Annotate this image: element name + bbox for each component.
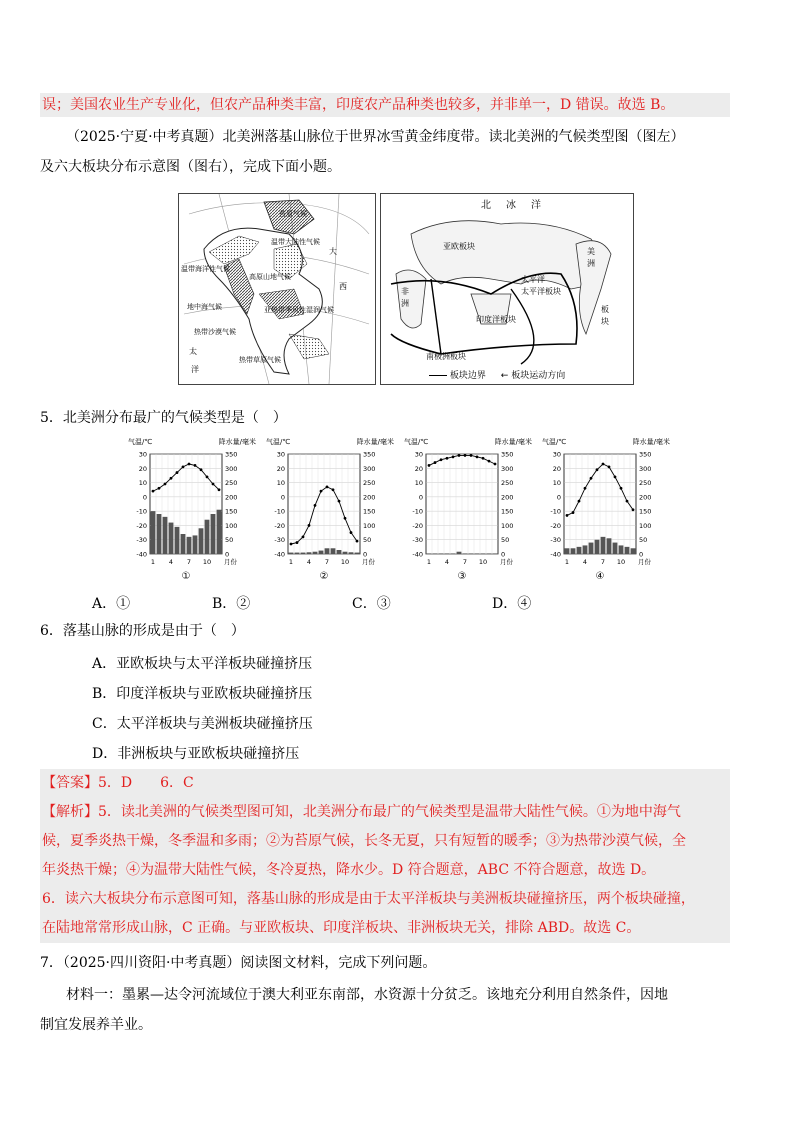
temp-point xyxy=(452,455,455,458)
svg-text:高原山地气候: 高原山地气候 xyxy=(249,273,291,281)
precip-bar xyxy=(205,520,210,554)
precip-bar xyxy=(451,553,456,554)
precip-bar xyxy=(313,552,318,554)
precip-tick: 200 xyxy=(639,493,652,502)
precip-tick: 50 xyxy=(363,536,372,545)
svg-text:南极洲板块: 南极洲板块 xyxy=(426,352,466,361)
climate-chart-svg xyxy=(266,432,396,582)
q5-stem: 5．北美洲分布最广的气候类型是（ ） xyxy=(40,410,287,426)
analysis-line1: 【解析】5．读北美洲的气候类型图可知，北美洲分布最广的气候类型是温带大陆性气候。①为地中海气 xyxy=(42,804,681,820)
precip-bar xyxy=(307,552,312,554)
temp-point xyxy=(356,540,359,543)
q5-option-a[interactable]: A．① xyxy=(92,596,131,612)
temp-tick: 30 xyxy=(414,450,423,459)
temp-tick: 10 xyxy=(552,479,561,488)
temp-point xyxy=(188,463,191,466)
temp-tick: -20 xyxy=(136,521,147,530)
q5-option-c[interactable]: C．③ xyxy=(352,596,391,612)
temp-point xyxy=(590,477,593,480)
svg-text:北: 北 xyxy=(481,200,491,211)
temp-point xyxy=(446,457,449,460)
precip-bar xyxy=(181,534,186,554)
temp-point xyxy=(464,454,467,457)
precip-tick: 350 xyxy=(225,450,238,459)
month-unit: 月份 xyxy=(638,558,651,566)
legend-boundary: 板块边界 xyxy=(449,371,486,381)
precip-axis-title: 降水量/毫米 xyxy=(218,438,256,446)
precip-bar xyxy=(433,553,438,554)
precip-tick: 200 xyxy=(363,493,376,502)
precip-tick: 100 xyxy=(501,521,514,530)
svg-text:西: 西 xyxy=(339,282,347,291)
svg-text:块: 块 xyxy=(601,317,609,326)
precip-bar xyxy=(571,548,576,554)
month-tick: 1 xyxy=(426,558,432,566)
month-tick: 7 xyxy=(324,558,330,566)
temp-tick: 10 xyxy=(414,479,423,488)
analysis-line2: 候，夏季炎热干燥，冬季温和多雨；②为苔原气候，长冬无夏，只有短暂的暖季；③为热带沙漠气候，全 xyxy=(42,833,686,849)
precip-tick: 150 xyxy=(501,507,514,516)
boundary-legend-line xyxy=(429,375,447,376)
temp-point xyxy=(332,488,335,491)
temp-point xyxy=(308,524,311,527)
precip-bar xyxy=(463,553,468,554)
precip-bar xyxy=(199,528,204,554)
precip-bar xyxy=(481,553,486,554)
temp-axis-title: 气温/℃ xyxy=(542,438,567,446)
month-tick: 7 xyxy=(600,558,606,566)
q6-option-c[interactable]: C．太平洋板块与美洲板块碰撞挤压 xyxy=(92,716,313,732)
month-tick: 1 xyxy=(564,558,570,566)
precip-bar xyxy=(493,553,498,554)
precip-tick: 100 xyxy=(639,521,652,530)
temp-tick: 20 xyxy=(276,464,285,473)
month-tick: 7 xyxy=(462,558,468,566)
temp-point xyxy=(566,514,569,517)
q7-stem: 7．（2025·四川资阳·中考真题）阅读图文材料，完成下列问题。 xyxy=(40,955,437,971)
precip-bar xyxy=(151,511,156,554)
answer-tag: 【答案】 xyxy=(42,775,98,791)
temp-tick: -10 xyxy=(550,507,561,516)
temp-tick: 30 xyxy=(552,450,561,459)
temp-point xyxy=(434,461,437,464)
month-unit: 月份 xyxy=(362,558,375,566)
temp-axis-title: 气温/℃ xyxy=(266,438,291,446)
month-tick: 10 xyxy=(478,558,488,566)
precip-bar xyxy=(583,545,588,554)
month-tick: 4 xyxy=(168,558,174,566)
month-tick: 10 xyxy=(202,558,212,566)
temp-point xyxy=(620,487,623,490)
temp-tick: 10 xyxy=(276,479,285,488)
temp-point xyxy=(626,500,629,503)
q5-option-d[interactable]: D．④ xyxy=(492,596,532,612)
prev-analysis-text: 误；美国农业生产专业化，但农产品种类丰富，印度农产品种类也较多，并非单一，D 错误。故选 B。 xyxy=(42,97,675,113)
precip-tick: 250 xyxy=(501,479,514,488)
precip-tick: 50 xyxy=(639,536,648,545)
arrow-icon: ← xyxy=(500,371,509,381)
month-tick: 1 xyxy=(288,558,294,566)
svg-text:亚欧板块: 亚欧板块 xyxy=(443,242,475,251)
answer-line xyxy=(42,773,194,793)
month-tick: 4 xyxy=(444,558,450,566)
precip-tick: 50 xyxy=(225,536,234,545)
temp-axis-title: 气温/℃ xyxy=(404,438,429,446)
temp-tick: 20 xyxy=(552,464,561,473)
svg-text:板: 板 xyxy=(601,305,609,314)
temp-point xyxy=(158,487,161,490)
temp-tick: -40 xyxy=(412,550,423,559)
svg-text:大: 大 xyxy=(329,247,337,256)
temp-tick: 0 xyxy=(142,493,147,502)
precip-bar xyxy=(469,553,474,554)
temp-point xyxy=(470,454,473,457)
precip-bar xyxy=(607,538,612,554)
svg-text:洋: 洋 xyxy=(191,365,199,374)
precip-bar xyxy=(331,548,336,554)
temp-point xyxy=(494,463,497,466)
temp-tick: 0 xyxy=(280,493,285,502)
temp-point xyxy=(170,477,173,480)
precip-tick: 350 xyxy=(501,450,514,459)
analysis-line3: 年炎热干燥；④为温带大陆性气候，冬冷夏热，降水少。D 符合题意，ABC 不符合题意，故选 D。 xyxy=(42,862,656,878)
chart-marker: ③ xyxy=(457,571,467,582)
climate-chart-4 xyxy=(542,432,672,586)
precip-tick: 100 xyxy=(363,521,376,530)
precip-bar xyxy=(613,543,618,554)
precip-bar xyxy=(355,553,360,554)
temp-point xyxy=(200,468,203,471)
chart-marker: ① xyxy=(181,571,191,582)
temp-tick: -40 xyxy=(274,550,285,559)
svg-text:冰: 冰 xyxy=(506,200,516,211)
precip-tick: 200 xyxy=(501,493,514,502)
temp-point xyxy=(578,500,581,503)
six-plates-map xyxy=(380,193,634,385)
precip-tick: 100 xyxy=(225,521,238,530)
temp-point xyxy=(212,483,215,486)
svg-text:美: 美 xyxy=(587,247,595,256)
temp-tick: -10 xyxy=(136,507,147,516)
precip-tick: 350 xyxy=(639,450,652,459)
q6-option-a[interactable]: A．亚欧板块与太平洋板块碰撞挤压 xyxy=(92,656,313,672)
temp-tick: 0 xyxy=(418,493,423,502)
chart-marker: ④ xyxy=(595,571,605,582)
climate-chart-3 xyxy=(404,432,534,586)
precip-bar xyxy=(439,553,444,554)
temp-point xyxy=(326,485,329,488)
temp-tick: 0 xyxy=(556,493,561,502)
q6-option-b[interactable]: B．印度洋板块与亚欧板块碰撞挤压 xyxy=(92,686,313,702)
temp-point xyxy=(182,465,185,468)
precip-tick: 200 xyxy=(225,493,238,502)
answer-text: 5．D 6．C xyxy=(98,775,194,791)
precip-bar xyxy=(625,547,630,554)
temp-tick: -10 xyxy=(412,507,423,516)
precip-tick: 0 xyxy=(363,550,368,559)
precip-tick: 250 xyxy=(225,479,238,488)
precip-bar xyxy=(487,553,492,554)
month-tick: 10 xyxy=(616,558,626,566)
temp-point xyxy=(428,464,431,467)
temp-tick: -20 xyxy=(550,521,561,530)
temp-point xyxy=(584,487,587,490)
precip-bar xyxy=(565,548,570,554)
temp-point xyxy=(302,535,305,538)
temp-point xyxy=(476,455,479,458)
precip-bar xyxy=(169,523,174,554)
month-unit: 月份 xyxy=(500,558,513,566)
precip-tick: 350 xyxy=(363,450,376,459)
temp-tick: -40 xyxy=(550,550,561,559)
temp-point xyxy=(218,488,221,491)
precip-bar xyxy=(349,552,354,554)
precip-bar xyxy=(343,552,348,554)
precip-axis-title: 降水量/毫米 xyxy=(494,438,532,446)
svg-text:太平洋板块: 太平洋板块 xyxy=(521,287,561,296)
precip-bar xyxy=(163,517,168,554)
precip-bar xyxy=(589,543,594,554)
temp-tick: -20 xyxy=(274,521,285,530)
q6-stem: 6．落基山脉的形成是由于（ ） xyxy=(40,623,245,639)
temp-point xyxy=(338,500,341,503)
precip-axis-title: 降水量/毫米 xyxy=(356,438,394,446)
precip-bar xyxy=(577,547,582,554)
svg-text:洲: 洲 xyxy=(587,259,595,268)
analysis-line4: 6．读六大板块分布示意图可知，落基山脉的形成是由于太平洋板块与美洲板块碰撞挤压，两个板块碰撞， xyxy=(42,891,695,907)
precip-tick: 150 xyxy=(363,507,376,516)
svg-text:地中海气候: 地中海气候 xyxy=(187,303,222,311)
temp-point xyxy=(614,475,617,478)
svg-text:洋: 洋 xyxy=(531,200,541,211)
temp-point xyxy=(290,543,293,546)
tundra-label: 苔原气候 xyxy=(279,210,307,218)
precip-bar xyxy=(325,548,330,554)
precip-bar xyxy=(457,552,462,554)
temp-point xyxy=(296,541,299,544)
precip-tick: 150 xyxy=(639,507,652,516)
precip-bar xyxy=(595,540,600,554)
precip-bar xyxy=(475,553,480,554)
temp-tick: -20 xyxy=(412,521,423,530)
svg-text:太平洋: 太平洋 xyxy=(521,275,545,284)
precip-tick: 300 xyxy=(225,464,238,473)
temp-point xyxy=(632,508,635,511)
month-tick: 4 xyxy=(582,558,588,566)
month-unit: 月份 xyxy=(224,558,237,566)
climate-chart-svg xyxy=(542,432,672,582)
analysis-tag: 【解析】 xyxy=(42,804,98,820)
climate-chart-svg xyxy=(404,432,534,582)
temp-point xyxy=(572,511,575,514)
climate-chart-1 xyxy=(128,432,258,586)
precip-bar xyxy=(193,535,198,554)
svg-text:热带沙漠气候: 热带沙漠气候 xyxy=(194,328,236,336)
temp-tick: -30 xyxy=(550,536,561,545)
climate-chart-2 xyxy=(266,432,396,586)
svg-text:印度洋板块: 印度洋板块 xyxy=(476,315,516,324)
precip-axis-title: 降水量/毫米 xyxy=(632,438,670,446)
temp-point xyxy=(176,471,179,474)
precip-bar xyxy=(601,537,606,554)
precip-bar xyxy=(319,551,324,554)
climate-chart-svg xyxy=(128,432,258,582)
chart-marker: ② xyxy=(319,571,329,582)
svg-text:热带草原气候: 热带草原气候 xyxy=(239,356,281,364)
month-tick: 1 xyxy=(150,558,156,566)
temp-point xyxy=(488,460,491,463)
svg-text:非: 非 xyxy=(401,287,409,296)
temp-tick: 30 xyxy=(138,450,147,459)
temp-point xyxy=(440,458,443,461)
question-intro-line2: 及六大板块分布示意图（图右），完成下面小题。 xyxy=(40,159,341,175)
precip-bar xyxy=(619,545,624,554)
svg-text:亚热带季风性湿润气候: 亚热带季风性湿润气候 xyxy=(264,306,334,314)
svg-text:温带海洋性气候: 温带海洋性气候 xyxy=(181,265,230,273)
question-intro-line1: （2025·宁夏·中考真题）北美洲落基山脉位于世界冰雪黄金纬度带。读北美洲的气候类型图（图左） xyxy=(66,129,685,145)
precip-tick: 150 xyxy=(225,507,238,516)
temp-point xyxy=(458,454,461,457)
precip-bar xyxy=(337,550,342,554)
temp-tick: -30 xyxy=(412,536,423,545)
temp-point xyxy=(314,504,317,507)
temp-tick: -30 xyxy=(136,536,147,545)
temp-axis-title: 气温/℃ xyxy=(128,438,153,446)
month-tick: 7 xyxy=(186,558,192,566)
temp-point xyxy=(206,475,209,478)
q7-material1: 材料一：墨累—达令河流域位于澳大利亚东南部，水资源十分贫乏。该地充分利用自然条件，因地 xyxy=(66,987,668,1003)
precip-bar xyxy=(175,527,180,554)
temp-point xyxy=(482,457,485,460)
q5-option-b[interactable]: B．② xyxy=(212,596,251,612)
svg-text:温带大陆性气候: 温带大陆性气候 xyxy=(271,238,320,246)
precip-tick: 300 xyxy=(639,464,652,473)
temp-point xyxy=(602,463,605,466)
precip-bar xyxy=(217,510,222,554)
temp-tick: 10 xyxy=(138,479,147,488)
temp-tick: -30 xyxy=(274,536,285,545)
svg-text:太: 太 xyxy=(189,347,197,356)
precip-bar xyxy=(289,553,294,554)
precip-bar xyxy=(445,553,450,554)
precip-tick: 50 xyxy=(501,536,510,545)
temp-point xyxy=(350,531,353,534)
precip-bar xyxy=(211,514,216,554)
precip-bar xyxy=(295,553,300,554)
q7-material2: 制宜发展养羊业。 xyxy=(40,1017,152,1033)
precip-bar xyxy=(427,553,432,554)
precip-bar xyxy=(157,514,162,554)
month-tick: 4 xyxy=(306,558,312,566)
temp-tick: 20 xyxy=(138,464,147,473)
precip-tick: 250 xyxy=(363,479,376,488)
temp-tick: -10 xyxy=(274,507,285,516)
svg-text:洲: 洲 xyxy=(401,299,409,308)
temp-point xyxy=(320,490,323,493)
answer-analysis-block xyxy=(40,769,730,943)
precip-bar xyxy=(187,537,192,554)
temp-point xyxy=(344,517,347,520)
temp-tick: 30 xyxy=(276,450,285,459)
precip-tick: 250 xyxy=(639,479,652,488)
month-tick: 10 xyxy=(340,558,350,566)
temp-point xyxy=(608,465,611,468)
precip-bar xyxy=(301,553,306,554)
precip-tick: 0 xyxy=(639,550,644,559)
temp-tick: 20 xyxy=(414,464,423,473)
precip-bar xyxy=(631,548,636,554)
temp-point xyxy=(596,468,599,471)
legend-direction: 板块运动方向 xyxy=(511,371,566,381)
north-america-climate-map xyxy=(178,193,376,385)
temp-point xyxy=(152,490,155,493)
analysis-line5: 在陆地常常形成山脉，C 正确。与亚欧板块、印度洋板块、非洲板块无关，排除 ABD。故选 C。 xyxy=(42,920,641,936)
precip-tick: 0 xyxy=(501,550,506,559)
temp-point xyxy=(164,483,167,486)
precip-tick: 0 xyxy=(225,550,230,559)
q6-option-d[interactable]: D．非洲板块与亚欧板块碰撞挤压 xyxy=(92,746,300,762)
precip-tick: 300 xyxy=(363,464,376,473)
temp-point xyxy=(194,464,197,467)
precip-tick: 300 xyxy=(501,464,514,473)
temp-tick: -40 xyxy=(136,550,147,559)
